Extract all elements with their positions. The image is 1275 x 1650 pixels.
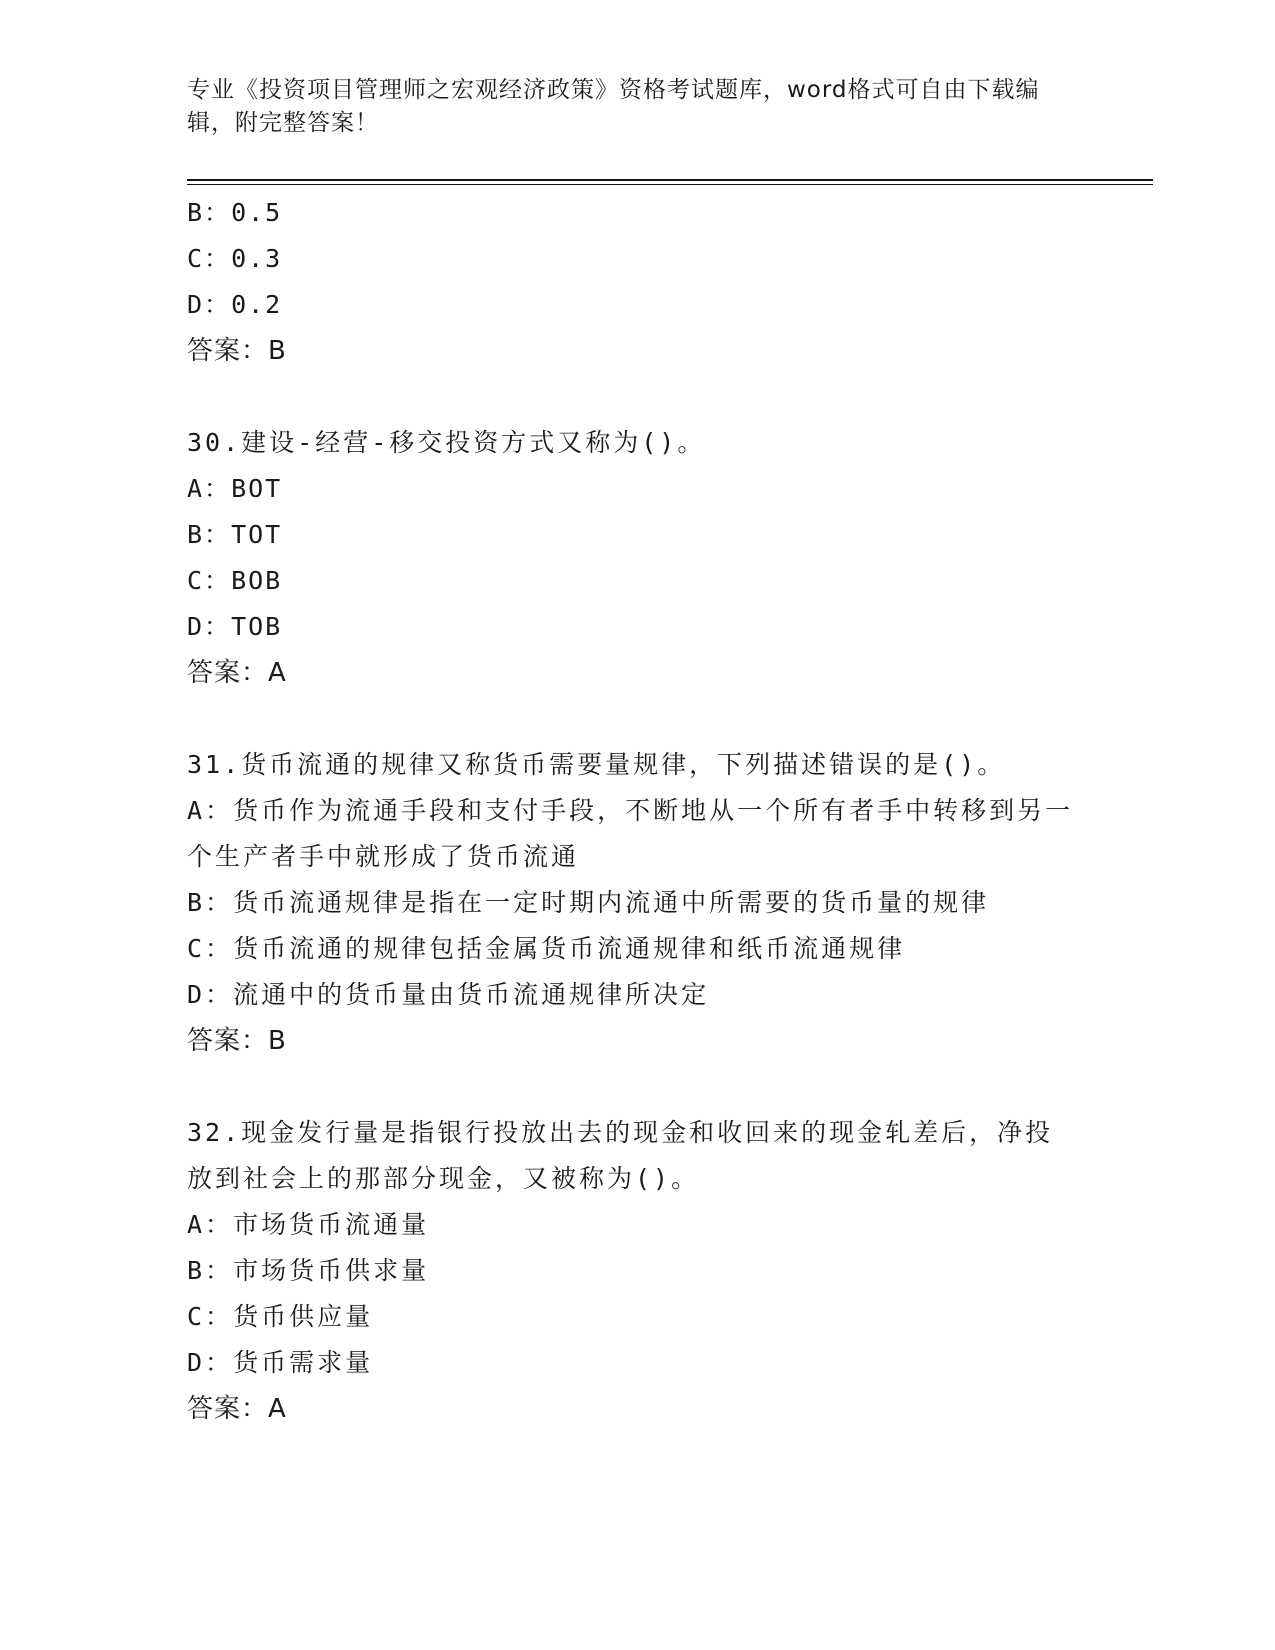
option-c: C：0.3 (187, 244, 283, 273)
question-32 (187, 1110, 1077, 1432)
option-c: C：BOB (187, 566, 283, 595)
question-stem: 32.现金发行量是指银行投放出去的现金和收回来的现金轧差后，净投放到社会上的那部分现金，又被称为()。 (187, 1118, 1054, 1193)
option-b: B：TOT (187, 520, 283, 549)
spacer (187, 1064, 1077, 1110)
question-stem: 31.货币流通的规律又称货币需要量规律，下列描述错误的是()。 (187, 750, 1006, 779)
question-30 (187, 420, 1077, 696)
answer-line: 答案：B (187, 1026, 287, 1056)
option-a: A：BOT (187, 474, 283, 503)
option-d: D：流通中的货币量由货币流通规律所决定 (187, 980, 710, 1009)
option-d: D：0.2 (187, 290, 283, 319)
answer-line: 答案：B (187, 336, 287, 366)
option-a: A：市场货币流通量 (187, 1210, 430, 1239)
option-b: B：货币流通规律是指在一定时期内流通中所需要的货币量的规律 (187, 888, 990, 917)
option-c: C：货币供应量 (187, 1302, 374, 1331)
answer-line: 答案：A (187, 1394, 287, 1424)
option-c: C：货币流通的规律包括金属货币流通规律和纸币流通规律 (187, 934, 906, 963)
answer-line: 答案：A (187, 658, 287, 688)
header-rule-thin (187, 184, 1153, 185)
question-31 (187, 742, 1077, 1064)
question-list (187, 190, 1077, 1432)
option-b: B：0.5 (187, 198, 283, 227)
option-b: B：市场货币供求量 (187, 1256, 430, 1285)
header-rule-thick (187, 179, 1153, 181)
option-a: A：货币作为流通手段和支付手段，不断地从一个所有者手中转移到另一个生产者手中就形成了货币流通 (187, 796, 1074, 871)
spacer (187, 696, 1077, 742)
question-29-continued (187, 190, 1077, 374)
spacer (187, 374, 1077, 420)
option-d: D：TOB (187, 612, 283, 641)
document-header: 专业《投资项目管理师之宏观经济政策》资格考试题库，word格式可自由下载编辑，附完整答案！ (187, 77, 1040, 136)
option-d: D：货币需求量 (187, 1348, 374, 1377)
question-stem: 30.建设-经营-移交投资方式又称为()。 (187, 428, 706, 457)
